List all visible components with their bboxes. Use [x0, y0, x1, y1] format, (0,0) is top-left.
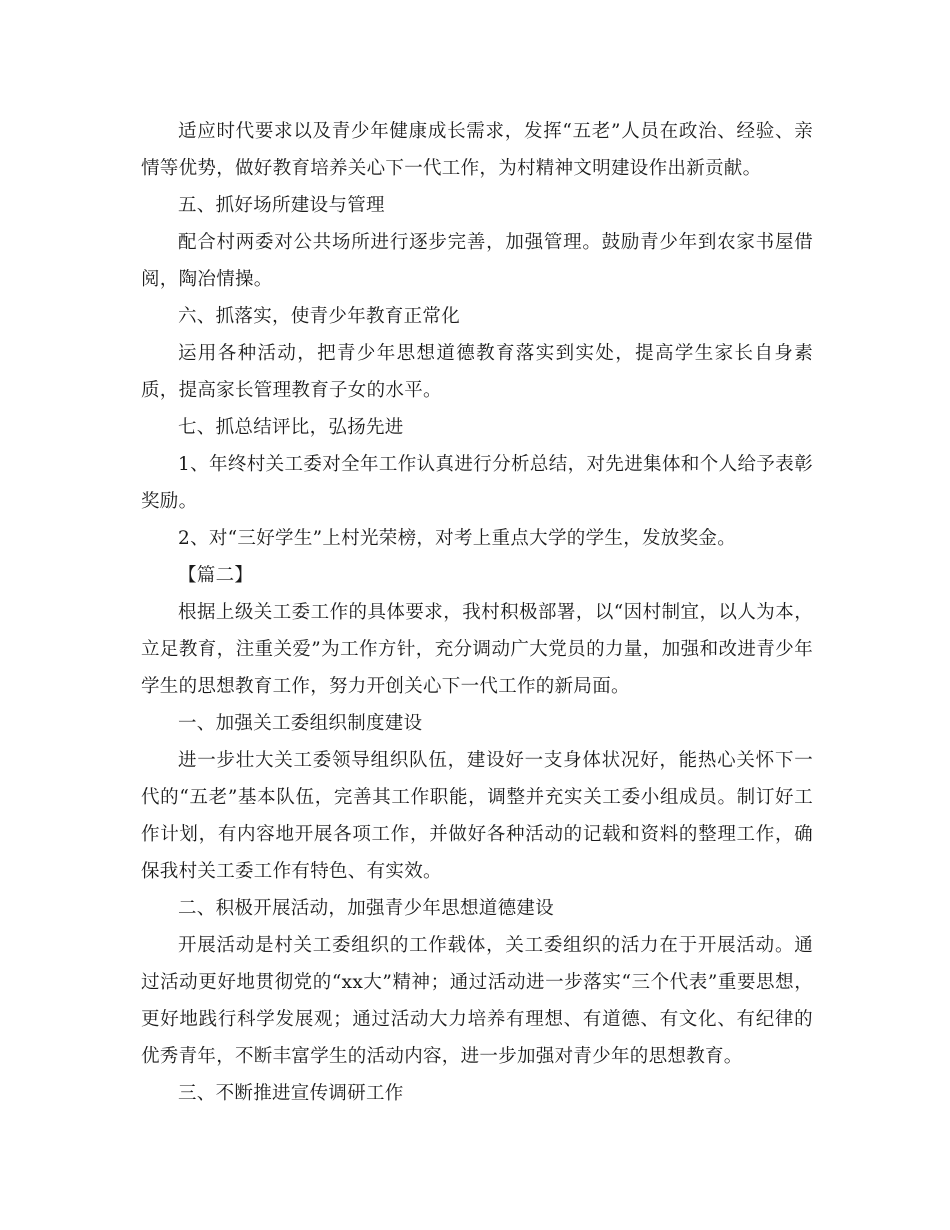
- paragraph-part-two-intro: 根据上级关工委工作的具体要求，我村积极部署，以“因村制宜，以人为本，立足教育，注重关爱”为工作方针，充分调动广大党员的力量，加强和改进青少年学生的思想教育工作，努力开创关心下一代工作的新局面。: [141, 602, 813, 697]
- section-heading-seven: 七、抓总结评比，弘扬先进: [178, 417, 404, 438]
- section-heading-six: 六、抓落实，使青少年教育正常化: [178, 306, 461, 327]
- paragraph-year-end-summary: 1、年终村关工委对全年工作认真进行分析总结，对先进集体和个人给予表彰奖励。: [141, 454, 813, 512]
- part-two-heading: 【篇二】: [178, 565, 254, 586]
- paragraph-intro-continuation: 适应时代要求以及青少年健康成长需求，发挥“五老”人员在政治、经验、亲情等优势，做好教育培养关心下一代工作，为村精神文明建设作出新贡献。: [141, 121, 813, 179]
- section-heading-five: 五、抓好场所建设与管理: [178, 195, 385, 216]
- paragraph-implementation: 运用各种活动，把青少年思想道德教育落实到实处，提高学生家长自身素质，提高家长管理教育子女的水平。: [141, 343, 813, 401]
- section-heading-three: 三、不断推进宣传调研工作: [178, 1083, 404, 1104]
- paragraph-venue-management: 配合村两委对公共场所进行逐步完善，加强管理。鼓励青少年到农家书屋借阅，陶冶情操。: [141, 232, 813, 290]
- paragraph-activities: 开展活动是村关工委组织的工作载体，关工委组织的活力在于开展活动。通过活动更好地贯彻党的“xx大”精神；通过活动进一步落实“三个代表”重要思想，更好地践行科学发展观；通过活动大力培养有理想、有道德、有文化、有纪律的优秀青年，不断丰富学生的活动内容，进一步加强对青少年的思想教育。: [141, 935, 813, 1067]
- document-body: [141, 113, 813, 1112]
- section-heading-one: 一、加强关工委组织制度建设: [178, 713, 423, 734]
- paragraph-organization-building: 进一步壮大关工委领导组织队伍，建设好一支身体状况好，能热心关怀下一代的“五老”基本队伍，完善其工作职能，调整并充实关工委小组成员。制订好工作计划，有内容地开展各项工作，并做好各种活动的记载和资料的整理工作，确保我村关工委工作有特色、有实效。: [141, 750, 813, 882]
- paragraph-honor-roll: 2、对“三好学生”上村光荣榜，对考上重点大学的学生，发放奖金。: [178, 528, 736, 549]
- section-heading-two: 二、积极开展活动，加强青少年思想道德建设: [178, 898, 555, 919]
